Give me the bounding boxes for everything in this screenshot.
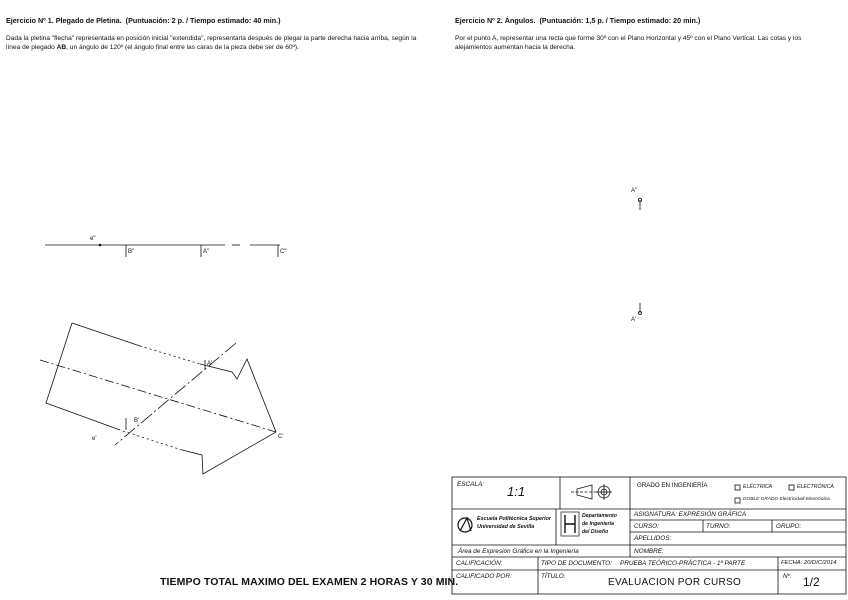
grado-label: GRADO EN INGENIERÍA xyxy=(637,482,708,489)
tipo-documento-value: PRUEBA TEÓRICO-PRÁCTICA - 1ª PARTE xyxy=(620,560,746,567)
label-e1: e' xyxy=(92,436,97,442)
titulo-label: TÍTULO: xyxy=(541,573,566,580)
nombre-label: NOMBRE: xyxy=(634,548,664,555)
calificado-por-label: CALIFICADO POR: xyxy=(456,573,512,580)
label-c2: C" xyxy=(280,249,287,255)
exercise2-meta: (Puntuación: 1,5 p. / Tiempo estimado: 20 min.) xyxy=(539,16,701,25)
calificacion-label: CALIFICACIÓN: xyxy=(456,560,503,567)
school-logo xyxy=(458,518,472,532)
dept-name-1: Departamento xyxy=(582,513,617,519)
arrow-plate-top-dashed xyxy=(140,346,200,364)
label-a1: A' xyxy=(207,361,213,367)
school-name-2: Universidad de Sevilla xyxy=(477,524,535,530)
asignatura-label: ASIGNATURA: EXPRESIÓN GRÁFICA xyxy=(634,511,747,518)
fold-line-label: AB xyxy=(56,43,67,51)
exercise1-meta: (Puntuación: 2 p. / Tiempo estimado: 40 min.) xyxy=(125,16,281,25)
arrow-plate-left xyxy=(46,323,120,430)
label-e2: e" xyxy=(90,236,96,242)
turno-label: TURNO: xyxy=(706,523,731,530)
label-b2: B" xyxy=(128,249,135,255)
checkbox-electronica[interactable] xyxy=(789,485,794,490)
label-a1-ex2: A' xyxy=(631,317,637,323)
escala-label: ESCALA: xyxy=(457,481,484,488)
label-b1: B' xyxy=(134,418,140,424)
exercise1-text-end: , un ángulo de 120º (el ángulo final entre las caras de la pieza debe ser de 60º). xyxy=(66,43,299,51)
option-electronica: ELECTRÓNICA xyxy=(797,484,834,490)
tipo-documento-label: TIPO DE DOCUMENTO: xyxy=(541,560,612,567)
dept-name-2: de Ingeniería xyxy=(582,521,614,527)
exam-time-note: TIEMPO TOTAL MAXIMO DEL EXAMEN 2 HORAS Y 30 MIN. xyxy=(160,576,459,588)
checkbox-electrica[interactable] xyxy=(735,485,740,490)
label-c1: C' xyxy=(278,434,284,440)
grupo-label: GRUPO: xyxy=(776,523,802,530)
option-electrica: ELÉCTRICA xyxy=(743,484,773,490)
titulo-value: EVALUACION POR CURSO xyxy=(608,577,742,588)
label-a2-ex2: A" xyxy=(631,188,638,194)
fold-line-ab xyxy=(115,343,236,445)
dept-name-3: del Diseño xyxy=(582,529,609,535)
projection-symbol xyxy=(571,484,612,500)
exercise1-title: Ejercicio Nº 1. Plegado de Pletina. xyxy=(6,16,122,25)
apellidos-label: APELLIDOS: xyxy=(634,535,672,542)
exercise2-statement: Por el punto A, representar una recta que forme 30º con el Plano Horizontal y 45º con el Plano Vertical. Las cotas y los alejamientos aumentan hacia la derecha. xyxy=(455,35,802,51)
school-name-1: Escuela Politécnica Superior xyxy=(477,516,552,522)
numero-label: Nº. xyxy=(783,573,792,580)
arrow-plate-outline xyxy=(72,323,140,346)
department-logo xyxy=(561,512,579,536)
area-label: Área de Expresión Gráfica en la Ingeniería xyxy=(458,548,579,555)
option-doble-grado: DOBLE GRADO Electricidad-Electrónica xyxy=(743,497,830,502)
checkbox-doble[interactable] xyxy=(735,498,740,503)
label-a2: A" xyxy=(203,249,210,255)
curso-label: CURSO: xyxy=(634,523,659,530)
exercise1-text: Dada la pletina "flecha" representada en posición inicial "extendida", representarla después de plegar la parte derecha hacia arriba, según la línea de plegado xyxy=(6,35,417,51)
fecha-label: FECHA: 20/DIC/2014 xyxy=(781,560,837,566)
escala-value: 1:1 xyxy=(507,484,526,499)
point-e2 xyxy=(99,244,101,246)
numero-value: 1/2 xyxy=(803,575,820,589)
exercise2-title: Ejercicio Nº 2. Ángulos. xyxy=(455,16,536,25)
plate-axis xyxy=(40,360,276,432)
